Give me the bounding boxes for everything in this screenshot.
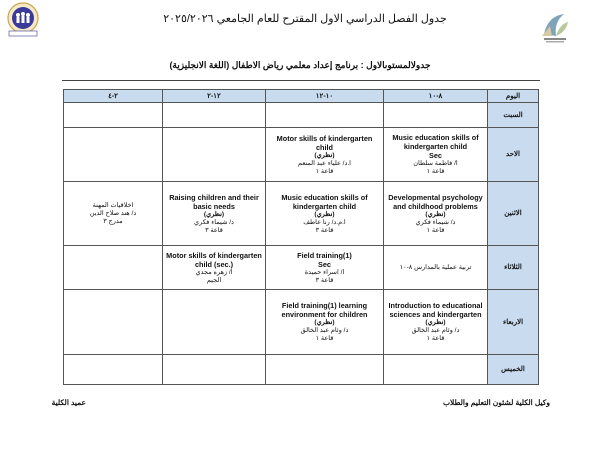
schedule-cell (64, 182, 163, 246)
course-name: Developmental psychology and childhood problems (388, 192, 483, 211)
course-detail: د/ شيماء فكري (415, 218, 456, 226)
course-detail: قاعة ١ (426, 335, 445, 342)
course-name: Music education skills of kindergarten child (281, 192, 368, 211)
course-detail: (نظري) (314, 151, 335, 159)
schedule-cell (163, 246, 266, 290)
table-row (64, 290, 539, 355)
course-name: Music education skills of kindergarten child (392, 133, 479, 151)
course-detail: (نظري) (314, 319, 335, 326)
column-header-12-2: ١٢-٢ (163, 90, 266, 103)
quality-logo (6, 2, 40, 38)
table-header-row (64, 90, 539, 103)
course-detail: قاعة ١ (426, 168, 445, 175)
course-detail: الجيم (206, 276, 222, 284)
table-row (64, 246, 539, 290)
schedule-cell (266, 290, 384, 355)
schedule-cell (384, 246, 488, 290)
schedule-cell (384, 290, 488, 355)
schedule-cell (163, 182, 266, 246)
course-detail: قاعة ٣ (205, 226, 223, 234)
course-detail: اخلاقيات المهنة (92, 201, 134, 209)
schedule-cell (266, 103, 384, 128)
page-title: جدول الفصل الدراسي الاول المقترح للعام الجامعي ٢٠٢٥/٢٠٢٦ (163, 13, 447, 25)
schedule-cell (163, 355, 266, 385)
schedule-cell (384, 103, 488, 128)
schedule-cell (163, 128, 266, 182)
course-detail: (نظري) (425, 210, 446, 218)
course-name: Motor skills of kindergarten child (sec.) (166, 250, 262, 269)
day-cell: الاربعاء (488, 290, 539, 355)
course-name: Sec (318, 259, 331, 269)
divider (62, 80, 540, 81)
course-name: Raising children and their basic needs (169, 192, 259, 211)
course-detail: ا/ اسراء حميدة (304, 268, 345, 276)
course-name: Sec (429, 151, 442, 160)
schedule-cell (64, 103, 163, 128)
vice-dean-signature: وكيل الكلية لشئون التعليم والطلاب (442, 398, 550, 407)
course-name: Field training(1) (297, 250, 352, 260)
schedule-cell (64, 128, 163, 182)
schedule-cell (266, 355, 384, 385)
column-header-2-4: ٢-٤ (64, 90, 163, 103)
course-name: Field training(1) learning environment for children (281, 301, 368, 319)
table-row (64, 355, 539, 385)
course-detail: قاعة ١ (315, 335, 334, 342)
course-detail: د/ هند صلاح الدين (89, 209, 137, 217)
schedule-cell (384, 128, 488, 182)
page-subtitle: جدولالمستوىالاول : برنامج إعداد معلمي رياض الاطفال (اللغة الانجليزية) (169, 60, 431, 70)
column-header-day: اليوم (488, 90, 539, 103)
day-cell: الاحد (488, 128, 539, 182)
course-detail: قاعة ١ (315, 167, 334, 175)
day-cell: الخميس (488, 355, 539, 385)
course-detail: تربية عملية بالمدارس ٨-١٠ (399, 263, 472, 271)
column-header-8-10: ٨-١٠ (384, 90, 488, 103)
course-detail: د/ وئام عبد الخالق (300, 327, 349, 334)
course-detail: ا/ زهره مجدي (195, 268, 233, 276)
course-detail: ا/ فاطمة سلطان (413, 160, 458, 167)
schedule-table (63, 89, 539, 385)
table-row (64, 103, 539, 128)
schedule-cell (163, 103, 266, 128)
course-detail: (نظري) (203, 210, 225, 218)
course-name: Introduction to educational sciences and kindergarten (388, 301, 483, 319)
day-cell: الاثنين (488, 182, 539, 246)
schedule-cell (266, 128, 384, 182)
schedule-cell (64, 355, 163, 385)
schedule-cell (266, 182, 384, 246)
schedule-cell (384, 355, 488, 385)
course-detail: ا.م.د/ رنا عاطف (303, 218, 346, 226)
schedule-cell (64, 246, 163, 290)
course-detail: مدرج ٣ (103, 217, 123, 225)
table-row (64, 182, 539, 246)
course-detail: ا.د/ علياء عبد المنعم (298, 159, 351, 167)
day-cell: السبت (488, 103, 539, 128)
column-header-10-12: ١٠-١٢ (266, 90, 384, 103)
course-detail: (نظري) (425, 319, 446, 326)
course-detail: قاعة ١ (426, 226, 445, 234)
schedule-cell (384, 182, 488, 246)
course-detail: قاعة ٣ (315, 226, 334, 234)
day-cell: الثلاثاء (488, 246, 539, 290)
course-detail: د/ وئام عبد الخالق (411, 327, 460, 334)
course-name: Motor skills of kindergarten child (276, 133, 373, 152)
fayoum-university-logo (538, 10, 572, 44)
schedule-cell (163, 290, 266, 355)
course-detail: (نظري) (314, 210, 335, 218)
schedule-cell (64, 290, 163, 355)
course-detail: د/ شيماء فكري (194, 218, 234, 226)
dean-signature: عميد الكلية (51, 398, 86, 407)
table-row (64, 128, 539, 182)
schedule-cell (266, 246, 384, 290)
course-detail: قاعة ٣ (315, 276, 334, 284)
